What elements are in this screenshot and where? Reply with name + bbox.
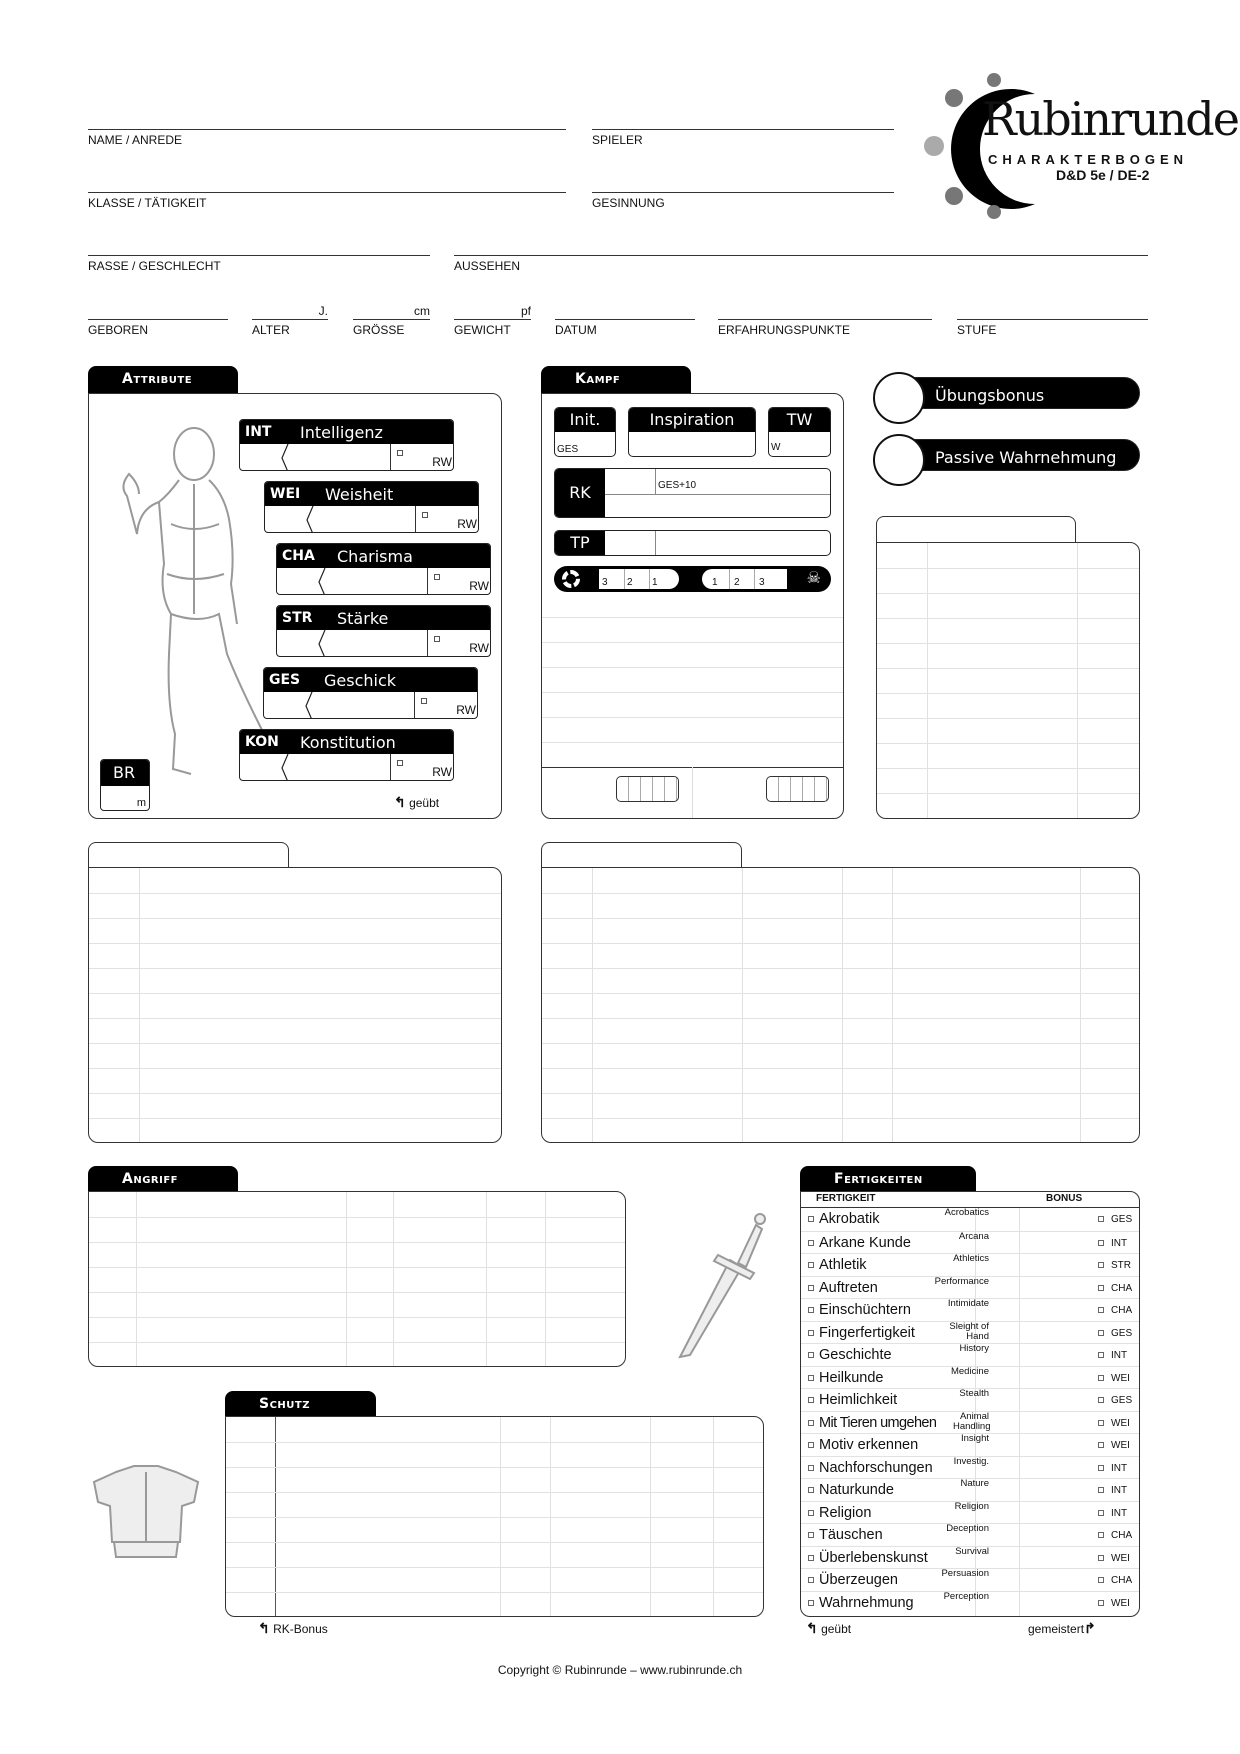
tab-empty-middle[interactable] (541, 842, 742, 868)
save-proficiency-checkbox[interactable] (397, 760, 403, 766)
expertise-checkbox[interactable] (1098, 1420, 1104, 1426)
saving-throw-field[interactable] (427, 630, 491, 656)
attribute-cha (276, 543, 491, 595)
attribute-name: Stärke (337, 609, 389, 628)
tab-fertigkeiten: Fertigkeiten (800, 1166, 976, 1192)
passive-perception[interactable] (878, 439, 1140, 471)
tab-angriff: Angriff (88, 1166, 238, 1192)
save-proficiency-checkbox[interactable] (422, 512, 428, 518)
class-label: KLASSE / TÄTIGKEIT (88, 196, 207, 210)
armor-class-label: RK (555, 469, 605, 517)
expertise-checkbox[interactable] (1098, 1555, 1104, 1561)
expertise-checkbox[interactable] (1098, 1375, 1104, 1381)
skill-row[interactable]: Heimlichkeit Stealth GES (801, 1388, 1139, 1411)
skill-row[interactable]: Mit Tieren umgehen Animal Handling WEI (801, 1411, 1139, 1434)
hit-points-label: TP (555, 531, 605, 555)
proficient-checkbox[interactable] (808, 1285, 814, 1291)
chevron-divider-icon (280, 444, 292, 471)
armor-class-box[interactable] (554, 468, 831, 518)
player-label: SPIELER (592, 133, 643, 147)
skill-row[interactable]: Geschichte History INT (801, 1343, 1139, 1366)
tracker-grid-right[interactable] (766, 776, 829, 802)
proficient-checkbox[interactable] (808, 1600, 814, 1606)
expertise-checkbox[interactable] (1098, 1532, 1104, 1538)
proficient-checkbox[interactable] (808, 1577, 814, 1583)
saving-throw-field[interactable] (390, 444, 454, 470)
height-field[interactable] (353, 319, 430, 320)
proficient-checkbox[interactable] (808, 1532, 814, 1538)
notes-panel-left (88, 867, 502, 1143)
skills-table (800, 1191, 1140, 1617)
expertise-checkbox[interactable] (1098, 1577, 1104, 1583)
skill-row[interactable]: Heilkunde Medicine WEI (801, 1366, 1139, 1389)
skill-row[interactable]: Auftreten Performance CHA (801, 1276, 1139, 1299)
expertise-checkbox[interactable] (1098, 1465, 1104, 1471)
expertise-checkbox[interactable] (1098, 1285, 1104, 1291)
save-proficiency-checkbox[interactable] (434, 574, 440, 580)
skills-practiced-note (806, 1620, 851, 1637)
hit-dice-sub: W (771, 442, 781, 453)
chevron-divider-icon (280, 754, 292, 781)
skill-row[interactable]: Religion Religion INT (801, 1501, 1139, 1524)
attribute-name: Charisma (337, 547, 413, 566)
proficiency-bonus-value[interactable] (873, 372, 925, 424)
proficient-checkbox[interactable] (808, 1510, 814, 1516)
appearance-label: AUSSEHEN (454, 259, 521, 273)
save-label: RW (432, 765, 452, 779)
chevron-divider-icon (305, 506, 317, 533)
proficient-checkbox[interactable] (808, 1555, 814, 1561)
logo-subtitle: CHARAKTERBOGEN (988, 152, 1188, 167)
inspiration-label: Inspiration (629, 408, 755, 432)
attribute-abbr: INT (245, 424, 272, 440)
movement-box[interactable] (100, 759, 150, 811)
modifier-field[interactable] (265, 506, 310, 532)
tab-kampf: Kampf (541, 366, 691, 394)
initiative-label: Init. (555, 408, 615, 432)
expertise-checkbox[interactable] (1098, 1240, 1104, 1246)
skill-row[interactable]: Überlebenskunst Survival WEI (801, 1546, 1139, 1569)
curved-arrow-icon: ↱ (1084, 1620, 1096, 1636)
kampf-panel (541, 393, 844, 819)
expertise-checkbox[interactable] (1098, 1352, 1104, 1358)
proficient-checkbox[interactable] (808, 1442, 814, 1448)
age-field[interactable] (252, 319, 328, 320)
practiced-label: geübt (409, 796, 440, 810)
curved-arrow-icon: ↰ (394, 794, 406, 810)
level-label: STUFE (957, 323, 997, 337)
attribute-name: Intelligenz (300, 423, 383, 442)
sword-sketch-icon (660, 1195, 770, 1365)
alignment-label: GESINNUNG (592, 196, 665, 210)
proficient-checkbox[interactable] (808, 1397, 814, 1403)
expertise-checkbox[interactable] (1098, 1216, 1104, 1222)
attribute-name: Konstitution (300, 733, 396, 752)
expertise-checkbox[interactable] (1098, 1510, 1104, 1516)
skills-col-bonus: BONUS (1046, 1193, 1083, 1204)
curved-arrow-icon: ↰ (258, 1620, 270, 1636)
skill-row[interactable]: Arkane Kunde Arcana INT (801, 1231, 1139, 1254)
tracker-grid-left[interactable] (616, 776, 679, 802)
tab-empty-left[interactable] (88, 842, 289, 868)
save-label: RW (469, 579, 489, 593)
notes-panel-right (876, 542, 1140, 819)
initiative-sub: GES (557, 444, 579, 455)
skill-row[interactable]: Einschüchtern Intimidate CHA (801, 1298, 1139, 1321)
armor-class-sub: GES+10 (658, 480, 697, 491)
proficient-checkbox[interactable] (808, 1307, 814, 1313)
passive-perception-value[interactable] (873, 434, 925, 486)
date-label: DATUM (555, 323, 597, 337)
tab-empty-right[interactable] (876, 516, 1076, 543)
initiative-box[interactable] (554, 407, 616, 457)
race-field[interactable] (88, 255, 430, 256)
attribute-int (239, 419, 454, 471)
skill-row[interactable]: Täuschen Deception CHA (801, 1523, 1139, 1546)
attribute-panel (88, 393, 502, 819)
armor-table (225, 1416, 764, 1617)
attribute-str (276, 605, 491, 657)
alignment-field[interactable] (592, 192, 894, 193)
height-unit: cm (414, 304, 430, 318)
attribute-abbr: CHA (282, 548, 315, 564)
race-label: RASSE / GESCHLECHT (88, 259, 221, 273)
saving-throw-field[interactable] (427, 568, 491, 594)
save-label: RW (432, 455, 452, 469)
date-field[interactable] (555, 319, 695, 320)
skill-row[interactable]: Motiv erkennen Insight WEI (801, 1433, 1139, 1456)
proficient-checkbox[interactable] (808, 1330, 814, 1336)
expertise-checkbox[interactable] (1098, 1442, 1104, 1448)
proficient-checkbox[interactable] (808, 1240, 814, 1246)
hit-points-box[interactable] (554, 530, 831, 556)
attribute-kon (239, 729, 454, 781)
proficient-checkbox[interactable] (808, 1487, 814, 1493)
movement-label: BR (101, 760, 149, 786)
proficient-checkbox[interactable] (808, 1262, 814, 1268)
saving-throw-field[interactable] (414, 692, 478, 718)
attribute-name: Weisheit (325, 485, 394, 504)
appearance-field[interactable] (454, 255, 1148, 256)
mastered-label: gemeistert (1028, 1622, 1085, 1636)
save-proficiency-checkbox[interactable] (421, 698, 427, 704)
skill-row[interactable]: Akrobatik Acrobatics GES (801, 1208, 1139, 1231)
attribute-wei (264, 481, 479, 533)
rk-bonus-label: RK-Bonus (273, 1622, 328, 1636)
hit-dice-box[interactable] (768, 407, 831, 457)
saving-throw-field[interactable] (390, 754, 454, 780)
proficient-checkbox[interactable] (808, 1375, 814, 1381)
hit-dice-label: TW (769, 408, 830, 432)
attribute-abbr: KON (245, 734, 279, 750)
inspiration-box[interactable] (628, 407, 756, 457)
lifebuoy-icon (562, 570, 580, 588)
skills-col-skill: FERTIGKEIT (816, 1193, 876, 1204)
practiced-note (394, 794, 439, 811)
save-label: RW (457, 517, 477, 531)
skills-mastered-note (1028, 1620, 1096, 1637)
rk-bonus-note (258, 1620, 328, 1637)
logo (920, 72, 1238, 222)
modifier-field[interactable] (240, 754, 285, 780)
notes-panel-middle (541, 867, 1140, 1143)
attribute-ges (263, 667, 478, 719)
attribute-abbr: GES (269, 672, 301, 688)
height-label: GRÖSSE (353, 323, 405, 337)
born-field[interactable] (88, 319, 228, 320)
skull-icon: ☠ (806, 570, 821, 587)
xp-label: ERFAHRUNGSPUNKTE (718, 323, 851, 337)
level-field[interactable] (957, 319, 1148, 320)
weight-label: GEWICHT (454, 323, 511, 337)
born-label: GEBOREN (88, 323, 149, 337)
proficient-checkbox[interactable] (808, 1465, 814, 1471)
save-label: RW (469, 641, 489, 655)
armor-sketch-icon (86, 1462, 206, 1562)
attribute-abbr: STR (282, 610, 313, 626)
chevron-divider-icon (304, 692, 316, 719)
name-label: NAME / ANREDE (88, 133, 183, 147)
logo-title: Rubinrunde (982, 92, 1238, 146)
expertise-checkbox[interactable] (1098, 1330, 1104, 1336)
age-unit: J. (318, 304, 328, 318)
expertise-checkbox[interactable] (1098, 1307, 1104, 1313)
modifier-field[interactable] (277, 568, 322, 594)
player-field[interactable] (592, 129, 894, 130)
save-label: RW (456, 703, 476, 717)
proficient-checkbox[interactable] (808, 1216, 814, 1222)
expertise-checkbox[interactable] (1098, 1487, 1104, 1493)
attribute-abbr: WEI (270, 486, 301, 502)
expertise-checkbox[interactable] (1098, 1600, 1104, 1606)
copyright: Copyright © Rubinrunde – www.rubinrunde.ch (497, 1663, 743, 1677)
weight-field[interactable] (454, 319, 531, 320)
skill-row[interactable]: Naturkunde Nature INT (801, 1478, 1139, 1501)
save-proficiency-checkbox[interactable] (434, 636, 440, 642)
class-field[interactable] (88, 192, 566, 193)
saving-throw-field[interactable] (415, 506, 479, 532)
chevron-divider-icon (317, 568, 329, 595)
skill-row[interactable]: Fingerfertigkeit Sleight of Hand GES (801, 1321, 1139, 1344)
skill-row[interactable]: Wahrnehmung Perception WEI (801, 1591, 1139, 1614)
death-saves-bar (554, 566, 831, 592)
tab-attribute: Attribute (88, 366, 238, 394)
skill-row[interactable]: Athletik Athletics STR (801, 1253, 1139, 1276)
attribute-name: Geschick (324, 671, 397, 690)
save-proficiency-checkbox[interactable] (397, 450, 403, 456)
skill-row[interactable]: Überzeugen Persuasion CHA (801, 1568, 1139, 1591)
tab-schutz: Schutz (225, 1391, 376, 1417)
proficient-checkbox[interactable] (808, 1420, 814, 1426)
passive-perception-label: Passive Wahrnehmung (935, 448, 1117, 467)
proficiency-bonus[interactable] (878, 377, 1140, 409)
proficient-checkbox[interactable] (808, 1352, 814, 1358)
modifier-field[interactable] (264, 692, 309, 718)
name-field[interactable] (88, 129, 566, 130)
age-label: ALTER (252, 323, 290, 337)
expertise-checkbox[interactable] (1098, 1262, 1104, 1268)
practiced-label: geübt (821, 1622, 852, 1636)
failure-saves[interactable]: 1 2 3 (702, 569, 787, 589)
modifier-field[interactable] (277, 630, 322, 656)
attack-table (88, 1191, 626, 1367)
modifier-field[interactable] (240, 444, 285, 470)
xp-field[interactable] (718, 319, 932, 320)
skill-row[interactable]: Nachforschungen Investig. INT (801, 1456, 1139, 1479)
weight-unit: pf (520, 304, 531, 318)
proficiency-bonus-label: Übungsbonus (935, 386, 1045, 405)
expertise-checkbox[interactable] (1098, 1397, 1104, 1403)
logo-edition: D&D 5e / DE-2 (1056, 167, 1150, 183)
success-saves[interactable]: 3 2 1 (599, 569, 679, 589)
movement-unit: m (136, 797, 146, 809)
curved-arrow-icon: ↰ (806, 1620, 818, 1636)
chevron-divider-icon (317, 630, 329, 657)
